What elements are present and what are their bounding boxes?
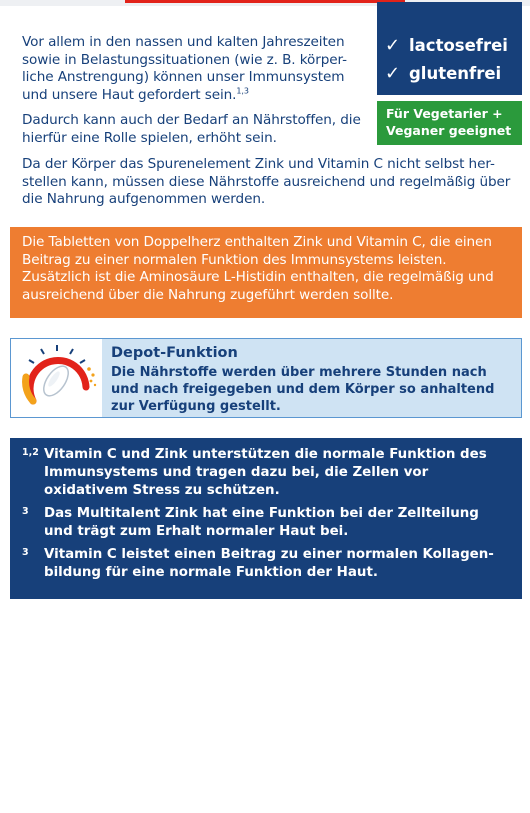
footnote-number: 3 xyxy=(22,547,29,558)
intro-paragraph-2: Dadurch kann auch der Bedarf an Nährstoffen, die hierfür eine Rolle spielen, erhöht sein. xyxy=(22,112,361,146)
depot-title: Depot-Funktion xyxy=(111,345,238,361)
allergen-badge xyxy=(377,2,522,95)
gluten-free-label: glutenfrei xyxy=(409,64,502,83)
check-icon: ✓ xyxy=(385,63,401,84)
check-icon: ✓ xyxy=(385,35,401,56)
vegan-badge xyxy=(377,101,522,145)
intro-paragraph-1-footnote: 1,3 xyxy=(236,85,249,95)
tablet-info-text: Die Tabletten von Doppelherz enthalten Zink und Vitamin C, die einen Beitrag zu einer normalen Funktion des Immunsystems leisten. Zusätzlich ist die Aminosäure L-Histidin enthalten, die regelmäßig und ausreichend über die Nahrung zugeführt werden sollte. xyxy=(22,234,494,303)
vegan-badge-line-1: Für Vegetarier + xyxy=(386,106,503,121)
intro-paragraph-1 xyxy=(22,34,367,104)
vegan-badge-line-2: Veganer geeignet xyxy=(386,123,512,138)
gluten-free-line xyxy=(385,60,522,88)
timed-release-tablet-icon xyxy=(11,339,102,417)
footnote-number: 1,2 xyxy=(22,447,39,458)
footnote-text: Vitamin C und Zink unterstützen die normale Funktion des Immunsystems und tragen dazu bei, die Zellen vor oxidativem Stress zu schützen. xyxy=(44,447,487,498)
depot-release-icon xyxy=(11,339,102,417)
depot-function-box xyxy=(10,338,522,418)
footnotes-box xyxy=(10,438,522,599)
lactose-free-line xyxy=(385,32,522,60)
intro-paragraph-3: Da der Körper das Spurenelement Zink und Vitamin C nicht selbst her-stellen kann, müssen diese Nährstoffe ausreichend und regelmäßig über die Nahrung aufgenommen werden. xyxy=(22,156,511,207)
footnote-number: 3 xyxy=(22,506,29,517)
intro-paragraph-1-text: Vor allem in den nassen und kalten Jahreszeiten sowie in Belastungssituationen (wie z. B. körper-liche Anstrengung) können unser Immunsystem und unsere Haut gefordert sein. xyxy=(22,34,347,103)
depot-description: Die Nährstoffe werden über mehrere Stunden nach und nach freigegeben und dem Körper so anhaltend zur Verfügung gestellt. xyxy=(111,365,495,414)
intro-text-block xyxy=(22,34,367,155)
brand-accent-bar xyxy=(125,0,405,3)
footnote-item xyxy=(22,505,512,541)
footnote-item xyxy=(22,546,512,582)
footnote-text: Vitamin C leistet einen Beitrag zu einer normalen Kollagen-bildung für eine normale Funktion der Haut. xyxy=(44,547,494,580)
lactose-free-label: lactosefrei xyxy=(409,36,508,55)
footnote-text: Das Multitalent Zink hat eine Funktion bei der Zellteilung und trägt zum Erhalt normaler Haut bei. xyxy=(44,506,479,539)
footnote-item xyxy=(22,446,512,500)
tablet-info-box xyxy=(10,227,522,318)
